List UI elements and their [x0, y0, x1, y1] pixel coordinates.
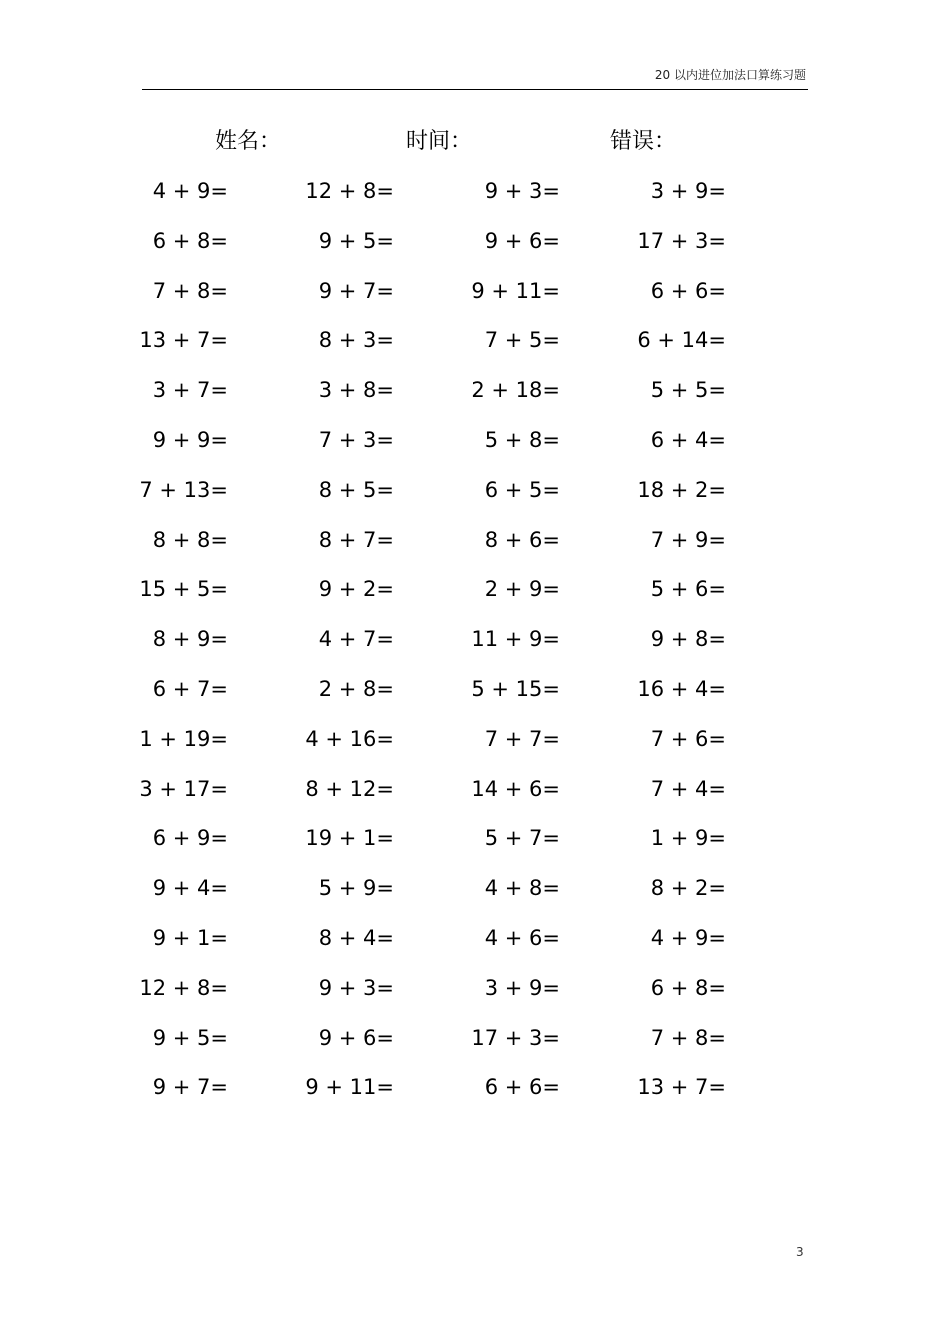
problem-cell: 13 + 7= — [637, 1075, 726, 1100]
problem-cell: 19 + 1= — [305, 826, 394, 851]
problem-cell: 9 + 9= — [152, 427, 228, 452]
problem-cell: 2 + 9= — [484, 577, 560, 602]
problem-cell: 9 + 6= — [484, 228, 560, 253]
problem-row — [0, 920, 950, 970]
problem-row — [0, 273, 950, 323]
problem-cell: 1 + 19= — [139, 726, 228, 751]
problem-cell: 9 + 3= — [484, 179, 560, 203]
problem-cell: 7 + 8= — [152, 278, 228, 303]
problem-cell: 6 + 4= — [650, 427, 726, 452]
problem-cell: 12 + 8= — [139, 975, 228, 1000]
problem-cell: 3 + 7= — [152, 378, 228, 403]
problem-cell: 8 + 2= — [650, 876, 726, 901]
problem-cell: 2 + 8= — [318, 676, 394, 701]
problem-cell: 9 + 4= — [152, 876, 228, 901]
problem-cell: 8 + 5= — [318, 477, 394, 502]
problem-cell: 9 + 3= — [318, 975, 394, 1000]
problem-cell: 9 + 7= — [152, 1075, 228, 1100]
problem-cell: 7 + 8= — [650, 1025, 726, 1050]
problem-cell: 8 + 6= — [484, 527, 560, 552]
name-label: 姓名： — [215, 129, 282, 154]
problem-cell: 17 + 3= — [471, 1025, 560, 1050]
problem-row — [0, 671, 950, 721]
problem-row — [0, 472, 950, 522]
problem-cell: 7 + 9= — [650, 527, 726, 552]
problem-cell: 4 + 6= — [484, 925, 560, 950]
problem-cell: 1 + 9= — [650, 826, 726, 851]
problem-cell: 4 + 8= — [484, 876, 560, 901]
problem-row — [0, 522, 950, 572]
problem-cell: 9 + 11= — [471, 278, 560, 303]
problem-grid — [0, 173, 950, 1119]
problem-cell: 8 + 3= — [318, 328, 394, 353]
problem-cell: 3 + 8= — [318, 378, 394, 403]
errors-label: 错误： — [610, 129, 677, 154]
problem-cell: 7 + 3= — [318, 427, 394, 452]
problem-cell: 16 + 4= — [637, 676, 726, 701]
problem-cell: 5 + 8= — [484, 427, 560, 452]
problem-cell: 7 + 4= — [650, 776, 726, 801]
problem-cell: 8 + 12= — [305, 776, 394, 801]
problem-cell: 9 + 5= — [152, 1025, 228, 1050]
problem-cell: 4 + 16= — [305, 726, 394, 751]
problem-cell: 6 + 6= — [484, 1075, 560, 1100]
problem-cell: 4 + 9= — [650, 925, 726, 950]
problem-cell: 6 + 14= — [637, 328, 726, 353]
student-info-line — [0, 124, 950, 160]
problem-cell: 6 + 6= — [650, 278, 726, 303]
problem-cell: 7 + 5= — [484, 328, 560, 353]
problem-cell: 18 + 2= — [637, 477, 726, 502]
problem-row — [0, 372, 950, 422]
problem-cell: 12 + 8= — [305, 179, 394, 203]
problem-cell: 4 + 7= — [318, 627, 394, 652]
problem-cell: 6 + 8= — [650, 975, 726, 1000]
problem-row — [0, 771, 950, 821]
problem-cell: 6 + 5= — [484, 477, 560, 502]
problem-row — [0, 571, 950, 621]
page-number: 3 — [796, 1245, 804, 1259]
problem-cell: 6 + 8= — [152, 228, 228, 253]
problem-cell: 9 + 7= — [318, 278, 394, 303]
problem-cell: 9 + 5= — [318, 228, 394, 253]
page-header — [142, 66, 808, 90]
problem-row — [0, 621, 950, 671]
problem-row — [0, 173, 950, 223]
problem-cell: 8 + 9= — [152, 627, 228, 652]
problem-cell: 8 + 8= — [152, 527, 228, 552]
header-title: 20 以内进位加法口算练习题 — [654, 68, 806, 82]
problem-cell: 5 + 7= — [484, 826, 560, 851]
problem-cell: 2 + 18= — [471, 378, 560, 403]
problem-cell: 11 + 9= — [471, 627, 560, 652]
problem-row — [0, 322, 950, 372]
problem-cell: 9 + 11= — [305, 1075, 394, 1100]
problem-cell: 14 + 6= — [471, 776, 560, 801]
problem-cell: 5 + 6= — [650, 577, 726, 602]
problem-cell: 5 + 5= — [650, 378, 726, 403]
problem-row — [0, 870, 950, 920]
problem-cell: 3 + 17= — [139, 776, 228, 801]
problem-row — [0, 223, 950, 273]
problem-cell: 9 + 8= — [650, 627, 726, 652]
problem-row — [0, 820, 950, 870]
problem-cell: 6 + 9= — [152, 826, 228, 851]
problem-cell: 17 + 3= — [637, 228, 726, 253]
problem-cell: 6 + 7= — [152, 676, 228, 701]
problem-cell: 15 + 5= — [139, 577, 228, 602]
problem-cell: 13 + 7= — [139, 328, 228, 353]
problem-cell: 7 + 13= — [139, 477, 228, 502]
problem-cell: 8 + 7= — [318, 527, 394, 552]
problem-cell: 9 + 2= — [318, 577, 394, 602]
problem-row — [0, 970, 950, 1020]
problem-cell: 5 + 9= — [318, 876, 394, 901]
problem-row — [0, 721, 950, 771]
problem-cell: 7 + 7= — [484, 726, 560, 751]
problem-row — [0, 422, 950, 472]
time-label: 时间： — [406, 129, 473, 154]
problem-row — [0, 1069, 950, 1119]
problem-cell: 8 + 4= — [318, 925, 394, 950]
problem-cell: 9 + 6= — [318, 1025, 394, 1050]
problem-cell: 5 + 15= — [471, 676, 560, 701]
problem-cell: 3 + 9= — [484, 975, 560, 1000]
problem-row — [0, 1020, 950, 1070]
problem-cell: 9 + 1= — [152, 925, 228, 950]
problem-cell: 7 + 6= — [650, 726, 726, 751]
problem-cell: 4 + 9= — [152, 179, 228, 203]
problem-cell: 3 + 9= — [650, 179, 726, 203]
